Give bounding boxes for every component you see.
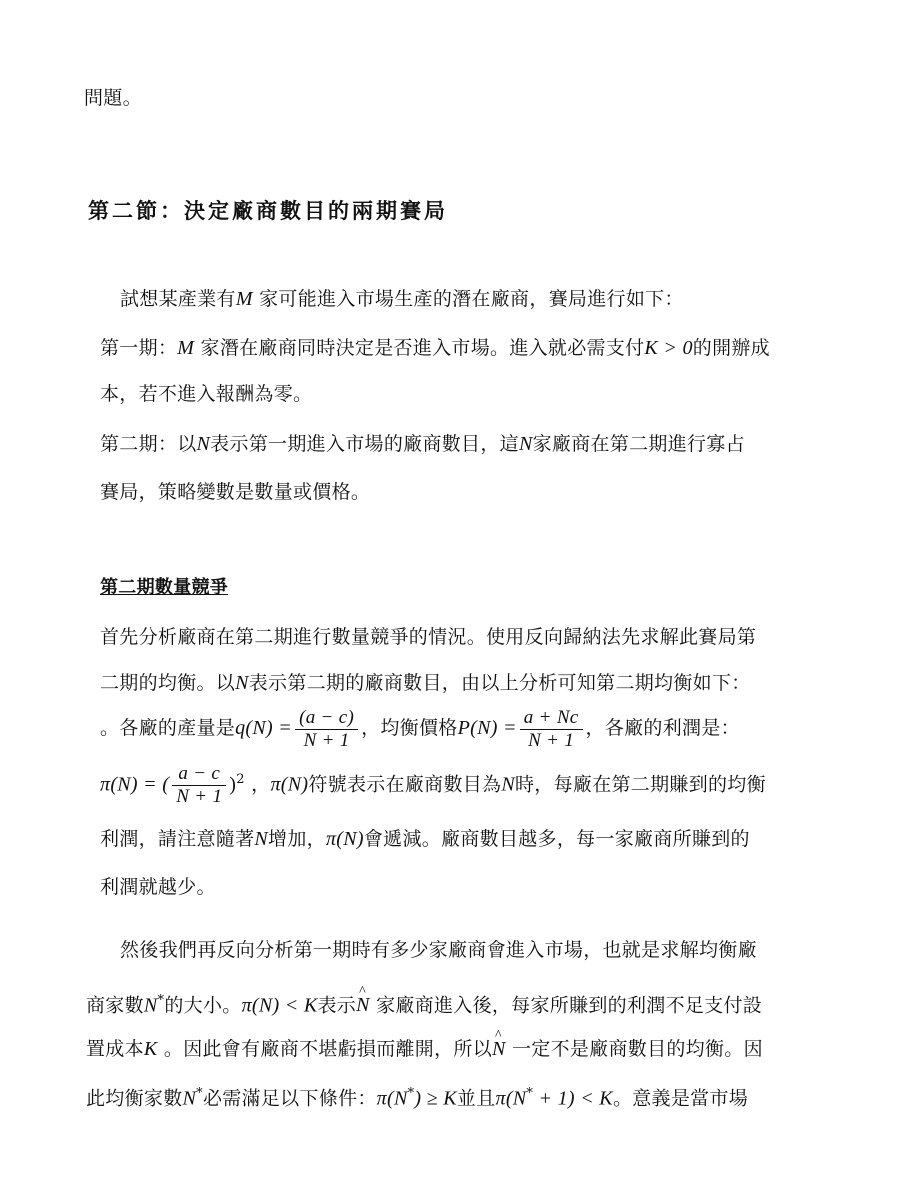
para-text: 置成本: [86, 1038, 144, 1060]
math-pi-open: π(: [495, 1087, 513, 1110]
fraction-quantity: [295, 707, 358, 752]
math-qN: q(N) =: [235, 717, 293, 739]
para-text: 必需滿足以下條件：: [202, 1087, 377, 1110]
fraction-denominator: N + 1: [528, 729, 575, 751]
intro-line-1: [120, 286, 684, 312]
math-star: *: [157, 993, 165, 1008]
math-N: N: [254, 828, 269, 850]
math-Nstar: N: [182, 1087, 197, 1110]
sub-line-5: [100, 826, 750, 852]
math-M: M: [235, 288, 253, 310]
intro-text: 第一期：: [100, 337, 178, 359]
math-N: N: [235, 672, 249, 694]
math-star: *: [196, 1086, 203, 1101]
para-text: 並且: [456, 1087, 496, 1110]
intro-text: 賽局，策略變數是數量或價格。: [100, 481, 371, 503]
intro-text: 試想某產業有: [120, 288, 236, 310]
section-title-text: 第二節：決定廠商數目的兩期賽局: [88, 198, 448, 223]
math-Nstar: N: [143, 994, 158, 1017]
sub-text: ，各廠的利潤是：: [585, 717, 740, 739]
sub-text: 符號表示在廠商數目為: [308, 773, 502, 796]
math-pi-open: π(: [376, 1087, 394, 1110]
sub-text: 。各廠的產量是: [100, 717, 236, 739]
para-text: 然後我們再反向分析第一期時有多少家廠商會進入市場，也就是求解均衡廠: [120, 939, 757, 961]
para-line-4: [86, 1081, 748, 1111]
sub-text: 時，每廠在第二期賺到的均衡: [515, 773, 766, 796]
math-piN: π(N): [270, 773, 309, 796]
math-PN: P(N) =: [457, 717, 517, 739]
math-pi-eq: π(N) = (: [100, 773, 170, 796]
sub-text: 利潤，請注意隨著: [100, 828, 255, 850]
math-Nstar: N: [393, 1087, 408, 1110]
math-star: *: [526, 1086, 534, 1101]
sub-line-1: [100, 624, 756, 650]
sub-line-4: [100, 754, 766, 810]
subsection-title: [100, 575, 228, 601]
top-text: [84, 85, 142, 111]
intro-line-3: [100, 381, 312, 407]
sub-line-2: [100, 670, 751, 696]
section-title: [88, 198, 448, 224]
math-N: N: [518, 433, 533, 455]
sub-text: 增加，: [268, 828, 326, 850]
intro-text: 家廠商在第二期進行寡占: [532, 433, 745, 455]
math-Nstar: N: [512, 1087, 527, 1110]
math-lt-K: + 1) < K: [533, 1087, 613, 1110]
para-text: 的大小。: [164, 994, 242, 1017]
sub-text: ，均衡價格: [361, 717, 458, 739]
para-text: 此均衡家數: [86, 1087, 183, 1110]
para-text: 一定不是廠商數目的均衡。因: [511, 1038, 763, 1060]
intro-text: 的開辦成: [692, 337, 770, 359]
fraction-denominator: N + 1: [303, 729, 350, 751]
top-text-content: 問題。: [84, 87, 142, 109]
para-text: 。意義是當市場: [612, 1087, 749, 1110]
sub-line-6: [100, 874, 216, 900]
sub-text: ，: [251, 773, 271, 796]
math-N: N: [196, 433, 211, 455]
intro-text: 家可能進入市場生產的潛在廠商，賽局進行如下：: [259, 288, 684, 310]
math-N: N: [501, 773, 515, 796]
para-line-1: [120, 937, 757, 963]
intro-text: 家潛在廠商同時決定是否進入市場。進入就必需支付: [200, 337, 645, 359]
math-M: M: [177, 337, 195, 359]
para-line-3: [86, 1036, 763, 1062]
math-piN: π(N): [325, 828, 364, 850]
math-K: K: [143, 1038, 158, 1060]
fraction-price: [520, 707, 583, 752]
para-text: 家廠商進入後，每家所賺到的利潤不足支付設: [376, 994, 763, 1017]
fraction-numerator: a − c: [172, 763, 226, 786]
sub-text: 利潤就越少。: [100, 876, 216, 898]
intro-line-2: [100, 335, 770, 361]
math-close-paren: ): [229, 773, 237, 796]
para-text: 。因此會有廠商不堪虧損而離開，所以: [163, 1038, 492, 1060]
math-Nhat: ^ N: [356, 992, 370, 1018]
fraction-numerator: a + Nc: [520, 707, 583, 730]
fraction-denominator: N + 1: [176, 785, 223, 807]
math-pi-Nhat-lt-K: π(N) < K: [241, 994, 318, 1017]
sub-text: 二期的均衡。以: [100, 672, 236, 694]
intro-text: 表示第一期進入市場的廠商數目，這: [210, 433, 519, 455]
math-K-gt-0: K > 0: [644, 337, 693, 359]
math-exponent: 2: [236, 772, 245, 787]
intro-line-5: [100, 479, 370, 505]
math-ge-K: ) ≥ K: [414, 1087, 457, 1110]
sub-line-3: [100, 702, 740, 754]
para-text: 表示: [317, 994, 357, 1017]
intro-text: 本，若不進入報酬為零。: [100, 383, 313, 405]
fraction-numerator: (a − c): [295, 707, 358, 730]
intro-text: 第二期：以: [100, 433, 197, 455]
math-Nhat: ^ N: [492, 1036, 506, 1062]
subsection-title-text: 第二期數量競爭: [100, 577, 229, 598]
para-line-2: [86, 988, 762, 1018]
sub-text: 表示第二期的廠商數目，由以上分析可知第二期均衡如下：: [248, 672, 751, 694]
sub-text: 會遞減。廠商數目越多，每一家廠商所賺到的: [363, 828, 750, 850]
fraction-profit: [172, 763, 226, 808]
sub-text: 首先分析廠商在第二期進行數量競爭的情況。使用反向歸納法先求解此賽局第: [100, 626, 757, 648]
para-text: 商家數: [86, 994, 144, 1017]
math-star: *: [407, 1086, 415, 1101]
intro-line-4: [100, 431, 745, 457]
